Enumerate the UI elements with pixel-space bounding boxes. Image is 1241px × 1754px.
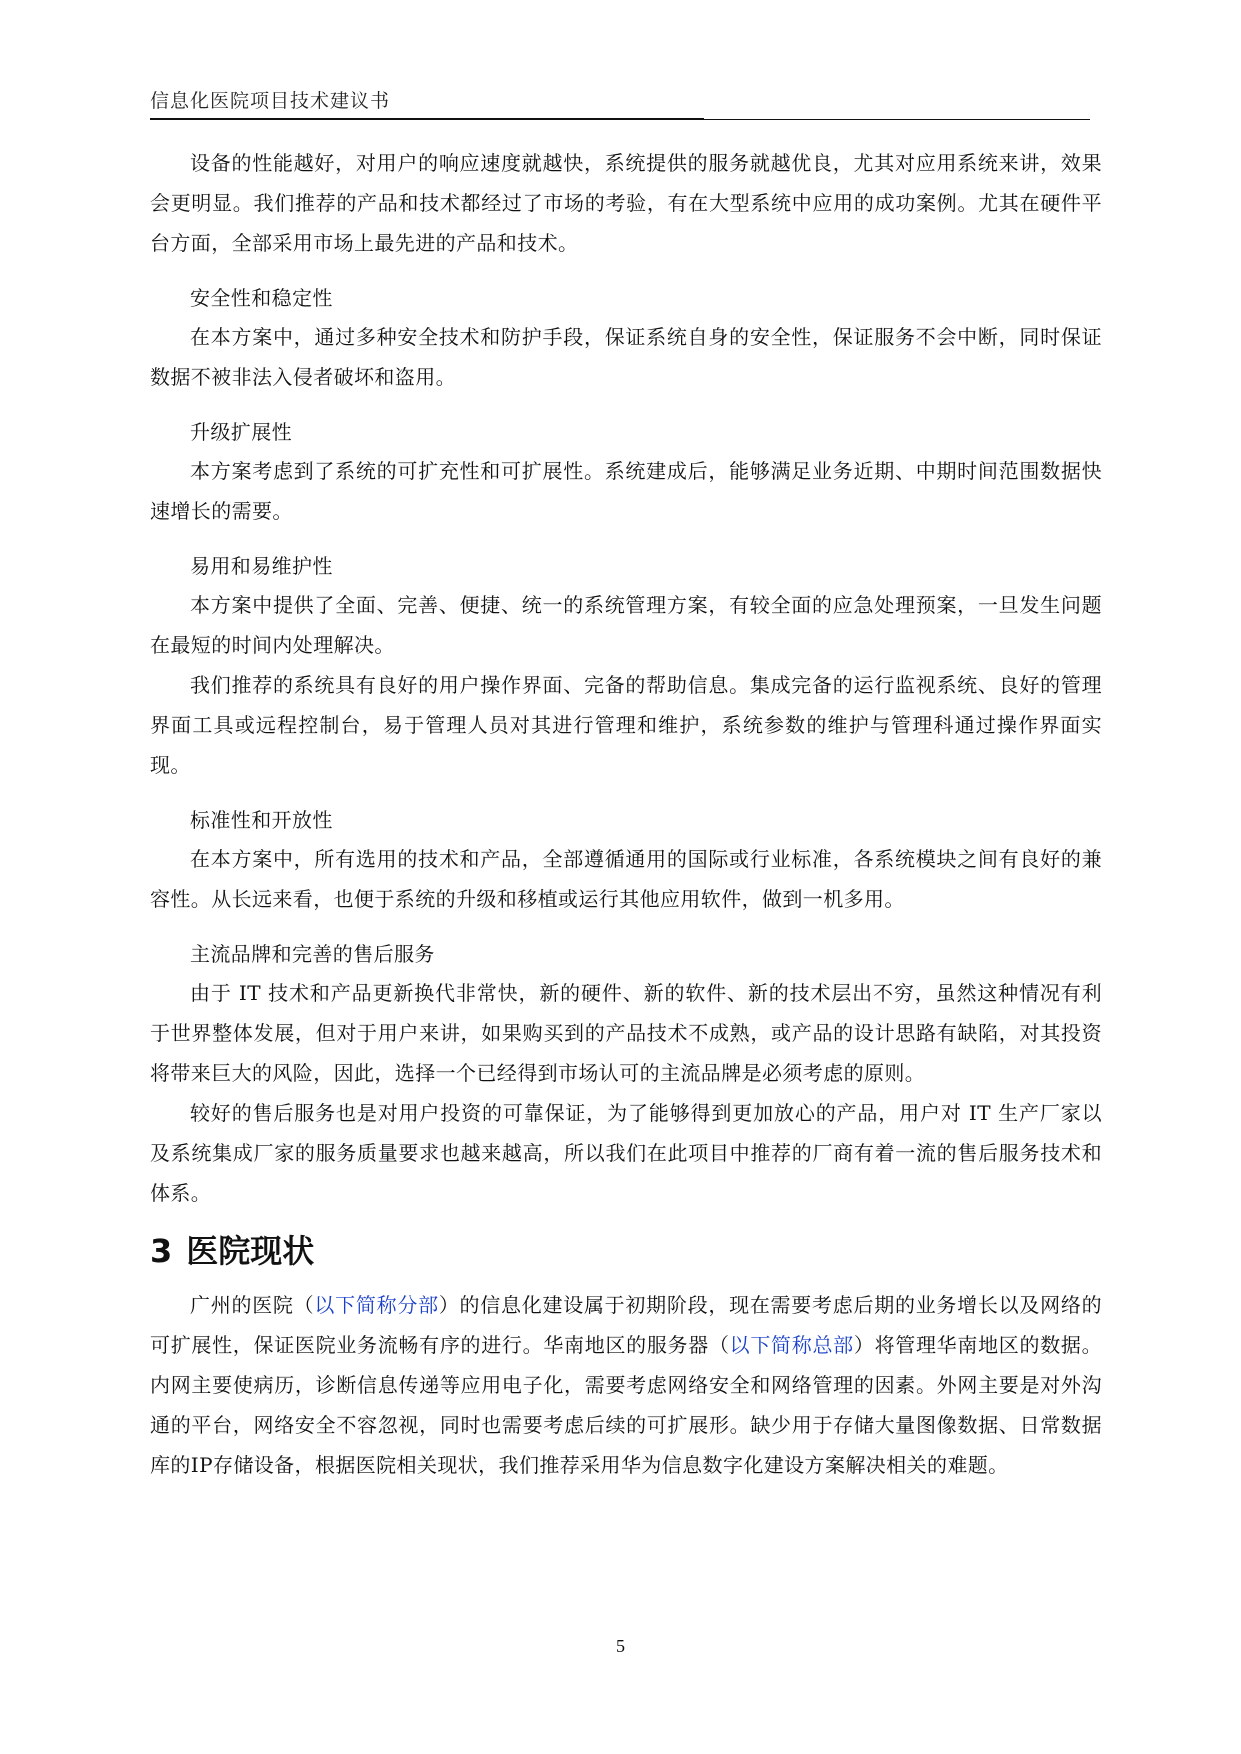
link-hq-abbrev[interactable]: 以下简称总部 [729,1333,854,1357]
paragraph-management: 我们推荐的系统具有良好的用户操作界面、完备的帮助信息。集成完备的运行监视系统、良好的管理界面工具或远程控制台，易于管理人员对其进行管理和维护，系统参数的维护与管理科通过操作界面实现。 [150,673,1102,777]
section-heading [150,1227,1102,1275]
header-rule-thick [150,118,704,120]
subheading-security: 安全性和稳定性 [190,286,333,310]
subheading-brand: 主流品牌和完善的售后服务 [190,942,435,966]
paragraph-standard: 在本方案中，所有选用的技术和产品，全部遵循通用的国际或行业标准，各系统模块之间有良好的兼容性。从长远来看，也便于系统的升级和移植或运行其他应用软件，做到一机多用。 [150,847,1102,911]
paragraph-usability: 本方案中提供了全面、完善、便捷、统一的系统管理方案，有较全面的应急处理预案，一旦发生问题在最短的时间内处理解决。 [150,593,1102,657]
header-rule [150,119,1090,120]
paragraph-service: 较好的售后服务也是对用户投资的可靠保证，为了能够得到更加放心的产品，用户对 IT 生产厂家以及系统集成厂家的服务质量要求也越来越高，所以我们在此项目中推荐的厂商有着一流的售后服务技术和体系。 [150,1101,1102,1205]
paragraph-performance: 设备的性能越好，对用户的响应速度就越快，系统提供的服务就越优良，尤其对应用系统来讲，效果会更明显。我们推荐的产品和技术都经过了市场的考验，有在大型系统中应用的成功案例。尤其在硬件平台方面，全部采用市场上最先进的产品和技术。 [150,151,1102,255]
subheading-upgrade: 升级扩展性 [190,420,292,444]
paragraph-brand: 由于 IT 技术和产品更新换代非常快，新的硬件、新的软件、新的技术层出不穷，虽然这种情况有利于世界整体发展，但对于用户来讲，如果购买到的产品技术不成熟，或产品的设计思路有缺陷，对其投资将带来巨大的风险，因此，选择一个已经得到市场认可的主流品牌是必须考虑的原则。 [150,981,1102,1085]
section-title: 医院现状 [186,1232,315,1270]
subheading-usability: 易用和易维护性 [190,554,333,578]
paragraph-security: 在本方案中，通过多种安全技术和防护手段，保证系统自身的安全性，保证服务不会中断，同时保证数据不被非法入侵者破坏和盗用。 [150,325,1102,389]
subheading-standard: 标准性和开放性 [190,808,333,832]
text-run: 广州的医院（ [190,1293,315,1317]
text-run: ）将管理华南地区的数据。内网主要使病历，诊断信息传递等应用电子化，需要考虑网络安全和网络管理的因素。外网主要是对外沟通的平台，网络安全不容忽视，同时也需要考虑后续的可扩展形。缺少用于存储大量图像数据、日常数据库的IP存储设备，根据医院相关现状，我们推荐采用华为信息数字化建设方案解决相关的难题。 [150,1333,1102,1477]
section-number: 3 [150,1232,173,1270]
paragraph-upgrade: 本方案考虑到了系统的可扩充性和可扩展性。系统建成后，能够满足业务近期、中期时间范围数据快速增长的需要。 [150,459,1102,523]
text-run: ）的信息化建设属于初期阶段，现在需要考虑后期的业务增长以及网络的可扩展性，保证医院业务流畅有序的进行。华南地区的服务器（ [150,1293,1102,1357]
paragraph-hospital-status [150,1285,1102,1485]
document-body [150,143,1102,1485]
link-branch-abbrev[interactable]: 以下简称分部 [314,1293,439,1317]
running-header-title: 信息化医院项目技术建议书 [150,90,391,112]
page-number: 5 [616,1636,625,1656]
